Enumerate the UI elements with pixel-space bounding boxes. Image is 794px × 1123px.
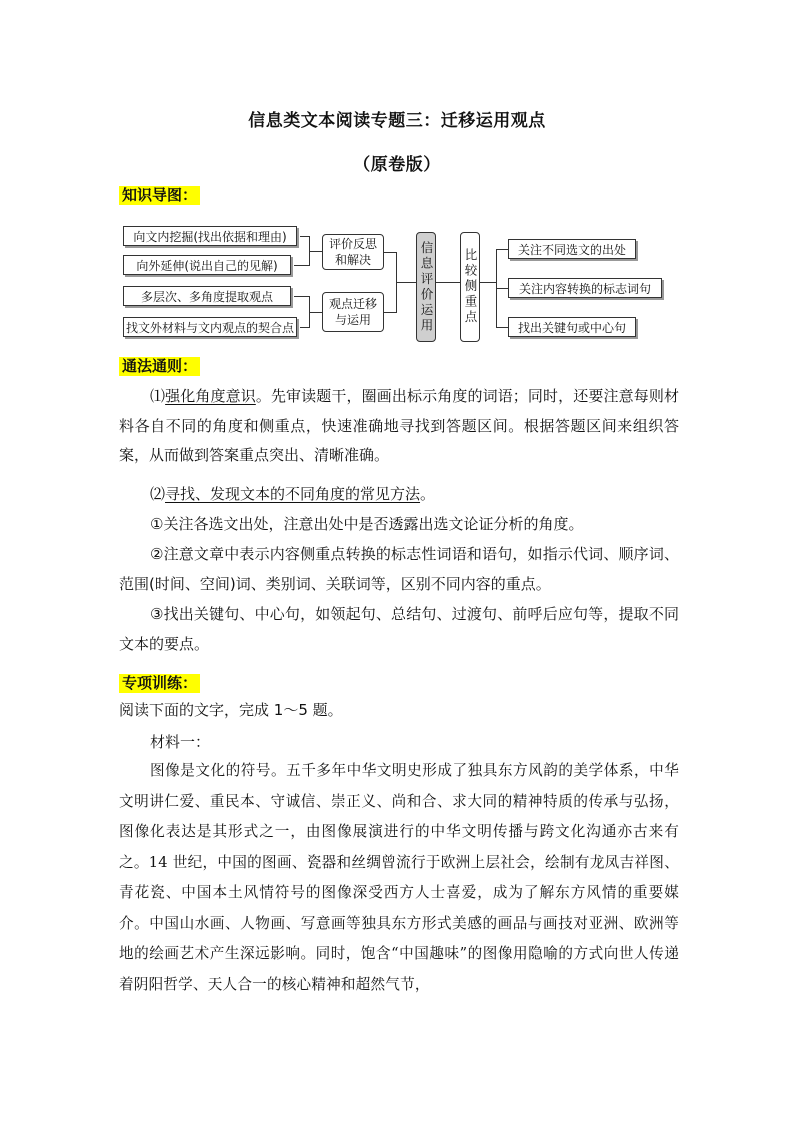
material-label: 材料一： (150, 733, 211, 751)
page-subtitle: （原卷版） (353, 155, 441, 175)
mindmap-right-box-3: 找出关键句或中心句 (508, 317, 636, 337)
mindmap-right-center-box: 比较侧重点 (460, 232, 480, 342)
mindmap-left-box-4: 找文外材料与文内观点的契合点 (123, 317, 297, 337)
rule-paragraph-3: ①关注各选文出处，注意出处中是否透露出选文论证分析的角度。 (150, 515, 584, 533)
rule-paragraph-1: ⑴强化角度意识。先审读题干，圈画出标示角度的词语；同时，还要注意每则材料各自不同的角度和侧重点，快速准确地寻找到答题区间。根据答题区间来组织答案，从而做到答案重点突出、清晰准确。 (119, 387, 679, 464)
mindmap-left-box-2: 向外延伸(说出自己的见解) (123, 255, 291, 275)
page-title: 信息类文本阅读专题三：迁移运用观点 (248, 111, 546, 131)
mindmap-mid-box-1: 评价反思 和解决 (322, 234, 384, 270)
mindmap-right-box-1: 关注不同选文的出处 (508, 239, 636, 259)
rule-paragraph-2: ⑵寻找、发现文本的不同角度的常见方法。 (150, 485, 436, 503)
mind-map (119, 222, 664, 347)
mindmap-right-box-2: 关注内容转换的标志词句 (508, 278, 662, 298)
training-instruction: 阅读下面的文字，完成 1～5 题。 (119, 701, 343, 719)
material-text: 图像是文化的符号。五千多年中华文明史形成了独具东方风韵的美学体系，中华文明讲仁爱、重民本、守诚信、崇正义、尚和合、求大同的精神特质的传承与弘扬，图像化表达是其形式之一，由图像展演进行的中华文明传播与跨文化沟通亦古来有之。14 世纪，中国的图画、瓷器和丝绸曾流行于欧洲上层社会，绘制有龙凤吉祥图、青花瓷、中国本土风情符号的图像深受西方人士喜爱，成为了解东方风情的重要媒介。中国山水画、人物画、写意画等独具东方形式美感的画品与画技对亚洲、欧洲等地的绘画艺术产生深远影响。同时，饱含“中国趣味”的图像用隐喻的方式向世人传递着阴阳哲学、天人合一的核心精神和超然气节， (119, 762, 679, 993)
rule-paragraph-5: ③找出关键句、中心句，如领起句、总结句、过渡句、前呼后应句等，提取不同文本的要点。 (119, 605, 679, 653)
mindmap-center-box: 信息评价运用 (416, 232, 436, 342)
rule-paragraph-4: ②注意文章中表示内容侧重点转换的标志性词语和语句，如指示代词、顺序词、范围(时间、空间)词、类别词、关联词等，区别不同内容的重点。 (119, 545, 679, 593)
mindmap-left-box-1: 向文内挖掘(找出依据和理由) (123, 226, 297, 246)
section-label-general-rules: 通法通则： (119, 357, 200, 376)
section-label-knowledge-map: 知识导图： (119, 186, 200, 205)
mindmap-mid-box-2: 观点迁移 与运用 (322, 292, 384, 332)
section-label-training: 专项训练： (119, 674, 200, 693)
mindmap-left-box-3: 多层次、多角度提取观点 (123, 286, 291, 306)
